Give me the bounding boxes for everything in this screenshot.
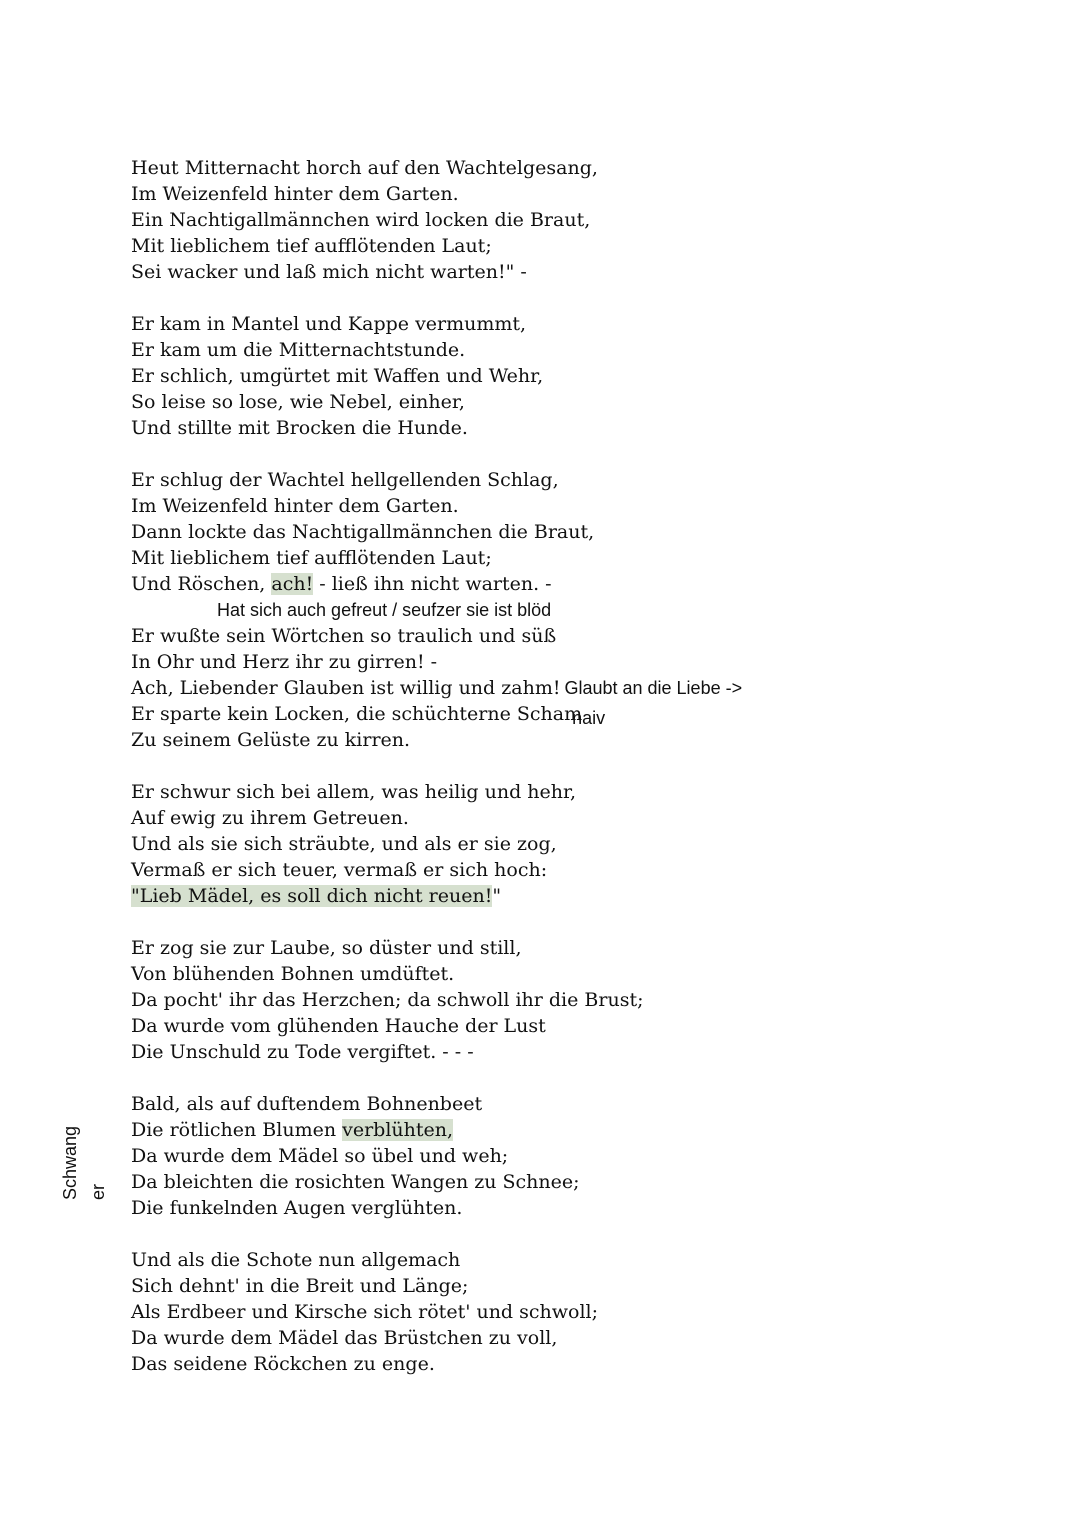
highlighted-word: verblühten, — [342, 1119, 454, 1141]
poem-line — [131, 701, 891, 727]
highlighted-phrase: "Lieb Mädel, es soll dich nicht reuen! — [131, 885, 493, 907]
poem-line: Bald, als auf duftendem Bohnenbeet — [131, 1093, 483, 1115]
poem-line: So leise so lose, wie Nebel, einher, — [131, 391, 465, 413]
poem-line: Mit lieblichem tief aufflötenden Laut; — [131, 547, 492, 569]
poem-line: Im Weizenfeld hinter dem Garten. — [131, 495, 459, 517]
highlighted-word: ach! — [271, 573, 314, 595]
poem-line: Heut Mitternacht horch auf den Wachtelgesang, — [131, 157, 598, 179]
poem-line: Er kam in Mantel und Kappe vermummt, — [131, 313, 527, 335]
stanza-gap — [131, 1221, 891, 1247]
poem-line: Er kam um die Mitternachtstunde. — [131, 339, 466, 361]
poem-text — [131, 155, 891, 1377]
poem-line — [131, 883, 891, 909]
poem-line: Zu seinem Gelüste zu kirren. — [131, 729, 411, 751]
annotation-glaubt: Glaubt an die Liebe -> — [564, 678, 743, 698]
poem-line-part: Die rötlichen Blumen — [131, 1119, 343, 1141]
poem-line: Vermaß er sich teuer, vermaß er sich hoch: — [131, 859, 548, 881]
annotation-gefreut: Hat sich auch gefreut / seufzer sie ist blöd — [217, 600, 552, 620]
poem-line: Sich dehnt' in die Breit und Länge; — [131, 1275, 469, 1297]
stanza-gap — [131, 441, 891, 467]
poem-line-part: Er sparte kein Locken, die schüchterne Scham — [131, 703, 583, 725]
annotation-naiv: naiv — [572, 708, 606, 728]
margin-annotation-er: er — [88, 1183, 108, 1200]
margin-annotation-schwang: Schwang — [60, 1125, 80, 1200]
poem-line: Dann lockte das Nachtigallmännchen die Braut, — [131, 521, 595, 543]
poem-line: Das seidene Röckchen zu enge. — [131, 1353, 435, 1375]
poem-line-part: Ach, Liebender Glauben ist willig und zahm! — [131, 677, 561, 699]
poem-line: Auf ewig zu ihrem Getreuen. — [131, 807, 409, 829]
poem-line: Und als sie sich sträubte, und als er sie zog, — [131, 833, 557, 855]
poem-line: Die Unschuld zu Tode vergiftet. - - - — [131, 1041, 474, 1063]
poem-line: Er zog sie zur Laube, so düster und still, — [131, 937, 522, 959]
poem-line: Da wurde dem Mädel das Brüstchen zu voll, — [131, 1327, 558, 1349]
stanza-gap — [131, 753, 891, 779]
poem-line: Er schwur sich bei allem, was heilig und hehr, — [131, 781, 577, 803]
poem-line — [131, 571, 891, 597]
poem-line: Da bleichten die rosichten Wangen zu Schnee; — [131, 1171, 580, 1193]
poem-line: Da pocht' ihr das Herzchen; da schwoll ihr die Brust; — [131, 989, 644, 1011]
poem-line — [131, 675, 891, 701]
poem-line: Da wurde vom glühenden Hauche der Lust — [131, 1015, 546, 1037]
poem-line: Von blühenden Bohnen umdüftet. — [131, 963, 455, 985]
poem-line: Er schlug der Wachtel hellgellenden Schlag, — [131, 469, 559, 491]
stanza-gap — [131, 909, 891, 935]
poem-line: Als Erdbeer und Kirsche sich rötet' und schwoll; — [131, 1301, 599, 1323]
poem-line: Sei wacker und laß mich nicht warten!" - — [131, 261, 527, 283]
poem-line: Im Weizenfeld hinter dem Garten. — [131, 183, 459, 205]
poem-line-part: Und Röschen, — [131, 573, 272, 595]
poem-line-part: - ließ ihn nicht warten. - — [313, 573, 552, 595]
stanza-gap — [131, 285, 891, 311]
poem-line: Die funkelnden Augen verglühten. — [131, 1197, 463, 1219]
poem-line: Er schlich, umgürtet mit Waffen und Wehr, — [131, 365, 544, 387]
poem-line: Ein Nachtigallmännchen wird locken die Braut, — [131, 209, 591, 231]
poem-line: Mit lieblichem tief aufflötenden Laut; — [131, 235, 492, 257]
poem-line — [131, 1117, 891, 1143]
poem-line-part: " — [492, 885, 502, 907]
poem-line: Und stillte mit Brocken die Hunde. — [131, 417, 468, 439]
poem-line: Er wußte sein Wörtchen so traulich und süß — [131, 625, 557, 647]
stanza-gap — [131, 1065, 891, 1091]
poem-line: Und als die Schote nun allgemach — [131, 1249, 461, 1271]
poem-line: Da wurde dem Mädel so übel und weh; — [131, 1145, 509, 1167]
poem-line: In Ohr und Herz ihr zu girren! - — [131, 651, 438, 673]
